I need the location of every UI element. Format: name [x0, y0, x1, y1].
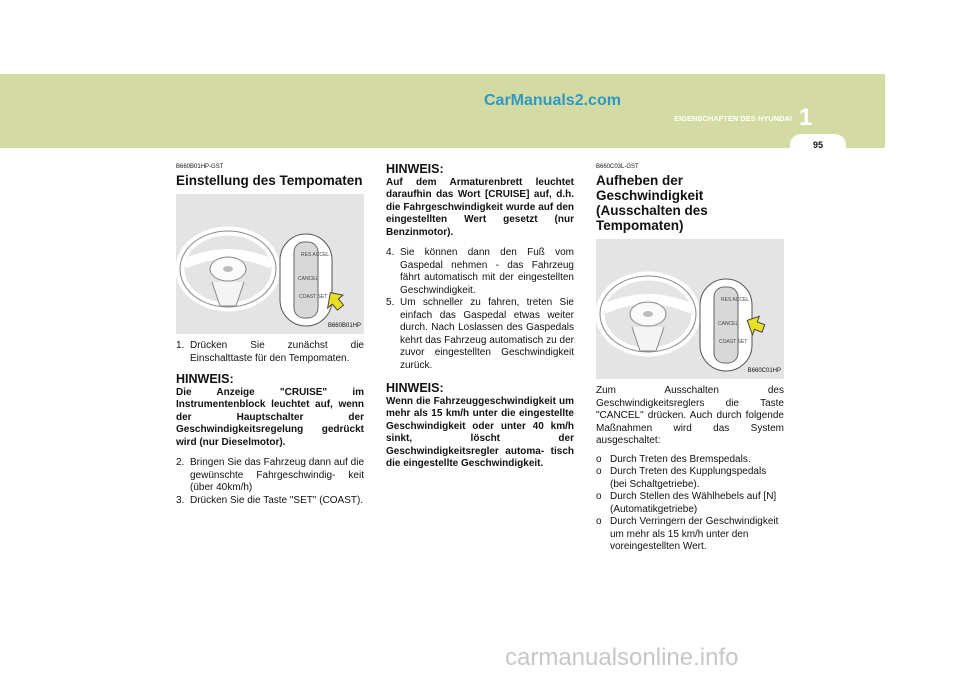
step-text: Drücken Sie die Taste "SET" (COAST).	[190, 494, 364, 506]
steering-wheel-figure	[176, 194, 364, 334]
list-item	[386, 297, 574, 372]
cancel-label: CANCEL	[718, 321, 739, 327]
step-number: 3.	[176, 494, 185, 506]
step-list	[176, 457, 364, 507]
bullet-text: Durch Stellen des Wählhebels auf [N] (Automatikgetriebe)	[610, 491, 777, 515]
list-item	[596, 516, 784, 554]
column-2	[386, 163, 574, 471]
section-title: EIGENSCHAFTEN DES HYUNDAI	[674, 114, 792, 123]
column-1	[176, 163, 364, 507]
site-logo[interactable]: CarManuals2.com	[484, 92, 621, 109]
steering-wheel-figure	[596, 239, 784, 379]
bullet-text: Durch Treten des Kupplungspedals (bei Schaltgetriebe).	[610, 466, 767, 490]
note-text: Die Anzeige "CRUISE" im Instrumentenblock leuchtet auf, wenn der Hauptschalter der Geschwindigkeitsregelung gedrückt wird (nur Dieselmotor).	[176, 386, 364, 448]
bullet-text: Durch Treten des Bremspedals.	[610, 453, 751, 465]
section-heading: Aufheben der Geschwindigkeit (Ausschalten des Tempomaten)	[596, 173, 708, 233]
list-item	[596, 466, 784, 491]
bullet-list	[596, 454, 784, 554]
list-item	[176, 495, 364, 508]
list-item	[176, 457, 364, 495]
section-code: B660B01HP-GST	[176, 164, 224, 170]
step-text: Sie können dann den Fuß vom Gaspedal nehmen - das Fahrzeug fährt automatisch mit der eingestellten Geschwindigkeit.	[400, 247, 574, 296]
res-label: RES ACCEL	[301, 252, 330, 258]
note-heading: HINWEIS:	[176, 372, 234, 386]
set-label: COAST SET	[299, 294, 328, 300]
bullet-text: Durch Verringern der Geschwindigkeit um mehr als 15 km/h unter den voreingestellten Wert.	[610, 516, 779, 552]
step-number: 1.	[176, 340, 185, 351]
step-text: Drücken Sie zunächst die Einschalttaste für den Tempomaten.	[190, 340, 364, 364]
bullet-marker: o	[596, 453, 602, 465]
bullet-marker: o	[596, 516, 602, 527]
page-number: 95	[812, 140, 823, 150]
step-text: Bringen Sie das Fahrzeug dann auf die gewünschte Fahrgeschwindig- keit (über 40km/h)	[190, 457, 364, 493]
set-label: COAST SET	[719, 339, 748, 345]
bullet-marker: o	[596, 466, 602, 477]
intro-text: Zum Ausschalten des Geschwindigkeitsreglers die Taste "CANCEL" drücken. Auch durch folgende Maßnahmen wird das System ausgeschaltet:	[596, 385, 784, 446]
section-code: B660C03L-GST	[596, 164, 639, 170]
list-item	[386, 247, 574, 297]
note-text: Auf dem Armaturenbrett leuchtet daraufhin das Wort [CRUISE] auf, d.h. die Fahrgeschwindigkeit wurde auf den eingestellten Wert gesetzt (nur Benzinmotor).	[386, 176, 574, 238]
cancel-label: CANCEL	[298, 276, 319, 282]
step-number: 5.	[386, 297, 395, 308]
note-heading: HINWEIS:	[386, 162, 444, 176]
figure-code: B660C01HP	[747, 367, 781, 374]
note-text: Wenn die Fahrzeuggeschwindigkeit um mehr als 15 km/h unter die eingestellte Geschwindigkeit oder unter 40 km/h sinkt, löscht der Geschwindigkeitsregler automa- tisch die eingestellte Geschwindigkeit.	[386, 395, 574, 469]
step-number: 4.	[386, 247, 395, 258]
list-item	[596, 491, 784, 516]
note-heading: HINWEIS:	[386, 381, 444, 395]
step-number: 2.	[176, 457, 185, 468]
header-band	[0, 74, 885, 148]
res-label: RES ACCEL	[721, 297, 750, 303]
step-list	[176, 340, 364, 365]
figure-code: B660B01HP	[327, 322, 361, 329]
step-text: Um schneller zu fahren, treten Sie einfach das Gaspedal etwas weiter durch. Nach Loslassen des Gaspedals kehrt das Fahrzeug automatisch zu der zuvor eingestellten Geschwindigkeit zurück.	[400, 297, 574, 371]
list-item	[176, 340, 364, 365]
footer-watermark[interactable]: carmanualsonline.info	[505, 644, 739, 671]
section-heading: Einstellung des Tempomaten	[176, 173, 363, 188]
step-list	[386, 247, 574, 372]
bullet-marker: o	[596, 491, 602, 502]
chapter-number: 1	[799, 104, 813, 131]
column-3	[596, 163, 784, 554]
list-item	[596, 454, 784, 467]
